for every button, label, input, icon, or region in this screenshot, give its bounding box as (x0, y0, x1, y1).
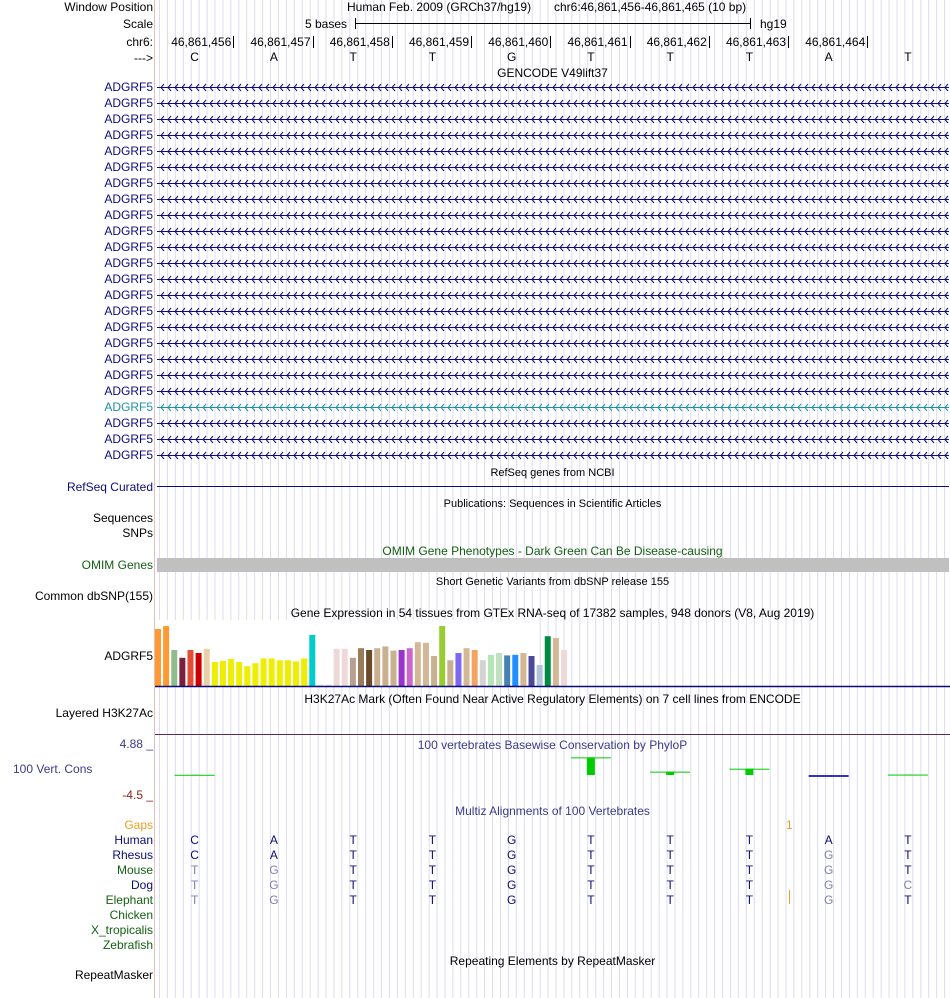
phylop-score-bar[interactable] (666, 772, 674, 775)
gencode-transcript-line[interactable] (157, 83, 949, 92)
gtex-tissue-bar[interactable] (374, 648, 380, 686)
scale-label: Scale (122, 17, 153, 31)
coordinate-tick: 46,861,458 (329, 35, 390, 49)
aligned-base: T (587, 878, 595, 892)
gencode-transcript-line[interactable] (157, 259, 949, 268)
gencode-transcript-label[interactable]: ADGRF5 (104, 224, 153, 238)
aligned-base: G (823, 863, 834, 877)
gtex-tissue-bar[interactable] (163, 626, 169, 686)
dbsnp-track-title[interactable]: Short Genetic Variants from dbSNP release 155 (435, 576, 670, 588)
aligned-base: G (506, 878, 517, 892)
scale-bar-left-tick (355, 18, 356, 29)
coordinate-tick-mark (709, 36, 710, 48)
aligned-base: G (269, 863, 279, 877)
gtex-tissue-bar[interactable] (171, 650, 177, 686)
coordinate-tick-mark (313, 36, 314, 48)
reference-base: T (904, 50, 912, 64)
multiz-species-label[interactable]: Human (114, 833, 153, 847)
gtex-tissue-bar[interactable] (496, 653, 502, 686)
gencode-transcript-line[interactable] (157, 307, 949, 316)
gtex-tissue-bar[interactable] (423, 643, 429, 686)
coordinate-tick-mark (550, 36, 551, 48)
gencode-transcript-label[interactable]: ADGRF5 (104, 144, 153, 158)
gencode-transcript-line[interactable] (157, 99, 949, 108)
coordinate-tick-mark (788, 36, 789, 48)
coordinate-tick-mark (392, 36, 393, 48)
gencode-transcript-label[interactable]: ADGRF5 (104, 448, 153, 462)
omim-track-title[interactable]: OMIM Gene Phenotypes - Dark Green Can Be Disease-causing (382, 544, 723, 558)
gencode-transcript-label[interactable]: ADGRF5 (104, 192, 153, 206)
gencode-transcript-label[interactable]: ADGRF5 (104, 272, 153, 286)
gtex-tissue-bar[interactable] (553, 638, 559, 686)
gencode-transcript-label[interactable]: ADGRF5 (104, 160, 153, 174)
coordinate-tick: 46,861,457 (250, 35, 311, 49)
gtex-tissue-bar[interactable] (350, 658, 356, 686)
aligned-base: T (904, 833, 912, 847)
aligned-base: T (349, 833, 357, 847)
aligned-base: T (745, 833, 754, 847)
gtex-tissue-bar[interactable] (382, 646, 388, 686)
h3k27ac-track-title[interactable]: H3K27Ac Mark (Often Found Near Active Regulatory Elements) on 7 cell lines from ENCODE (304, 692, 801, 706)
coordinate-tick: 46,861,463 (725, 35, 786, 49)
aligned-base: T (666, 893, 674, 907)
gtex-tissue-bar[interactable] (196, 653, 202, 686)
gencode-transcript-label[interactable]: ADGRF5 (104, 96, 153, 110)
aligned-base: T (428, 893, 437, 907)
aligned-base: T (745, 878, 754, 892)
gencode-transcript-line[interactable] (157, 371, 949, 380)
reference-base: T (428, 50, 437, 64)
gencode-transcript-line[interactable] (157, 323, 949, 332)
gtex-tissue-bar[interactable] (455, 653, 461, 686)
phylop-score-bar[interactable] (745, 769, 753, 775)
gtex-tissue-bar[interactable] (407, 648, 413, 686)
aligned-base: T (666, 878, 674, 892)
coordinate-tick: 46,861,459 (408, 35, 469, 49)
multiz-track-title[interactable]: Multiz Alignments of 100 Vertebrates (455, 804, 650, 818)
gtex-tissue-bar[interactable] (529, 656, 535, 686)
gtex-tissue-bar[interactable] (334, 649, 340, 686)
gencode-transcript-label[interactable]: ADGRF5 (104, 80, 153, 94)
coordinate-tick: 46,861,460 (488, 35, 549, 49)
gtex-tissue-bar[interactable] (342, 649, 348, 686)
gtex-tissue-bar[interactable] (293, 661, 299, 686)
gtex-tissue-bar[interactable] (537, 665, 543, 686)
gtex-tissue-bar[interactable] (390, 651, 396, 686)
aligned-base: T (587, 893, 595, 907)
reference-base: T (745, 50, 754, 64)
scale-bar (355, 23, 751, 24)
aligned-base: A (269, 848, 278, 862)
gencode-transcript-line[interactable] (157, 131, 949, 140)
position-range: chr6:46,861,456-46,861,465 (10 bp) (554, 0, 747, 14)
multiz-insertion-marker (789, 890, 790, 904)
gencode-transcript-line[interactable] (157, 435, 949, 444)
gtex-expression-chart[interactable] (155, 620, 950, 688)
refseq-gene-line[interactable] (157, 486, 949, 487)
reference-base: C (190, 50, 199, 64)
multiz-species-label[interactable]: Zebrafish (102, 938, 153, 952)
aligned-base: C (190, 848, 199, 862)
publications-track-title[interactable]: Publications: Sequences in Scientific Articles (443, 498, 662, 510)
gtex-tissue-bar[interactable] (212, 662, 218, 686)
multiz-species-label[interactable]: Elephant (105, 893, 153, 907)
gencode-transcript-line[interactable] (157, 275, 949, 284)
gtex-tissue-bar[interactable] (488, 655, 494, 686)
gencode-transcript-line[interactable] (157, 179, 949, 188)
gtex-tissue-bar[interactable] (447, 660, 453, 686)
publications-sequences-label[interactable]: Sequences (92, 511, 153, 525)
gencode-transcript-label[interactable]: ADGRF5 (104, 368, 153, 382)
gencode-transcript-label[interactable]: ADGRF5 (104, 384, 153, 398)
aligned-base: G (506, 848, 517, 862)
gtex-track-label[interactable]: ADGRF5 (104, 649, 153, 663)
reference-base: A (824, 50, 833, 64)
aligned-base: T (428, 833, 437, 847)
aligned-base: T (428, 863, 437, 877)
gtex-tissue-bar[interactable] (220, 661, 226, 686)
coordinate-tick-mark (233, 36, 234, 48)
aligned-base: G (269, 878, 279, 892)
gtex-tissue-bar[interactable] (301, 658, 307, 686)
gencode-transcript-line[interactable] (157, 451, 949, 460)
aligned-base: A (269, 833, 278, 847)
gtex-tissue-bar[interactable] (309, 635, 315, 686)
gencode-transcript-label[interactable]: ADGRF5 (104, 112, 153, 126)
aligned-base: G (506, 863, 517, 877)
aligned-base: T (349, 878, 357, 892)
gtex-tissue-bar[interactable] (472, 650, 478, 686)
aligned-base: G (823, 848, 834, 862)
gtex-tissue-bar[interactable] (204, 649, 210, 686)
scale-bar-text: 5 bases (305, 17, 348, 31)
refseq-track-title[interactable]: RefSeq genes from NCBI (490, 467, 615, 479)
omim-track-label[interactable]: OMIM Genes (81, 558, 153, 572)
gencode-transcript-label[interactable]: ADGRF5 (104, 208, 153, 222)
gtex-tissue-bar[interactable] (464, 648, 470, 686)
aligned-base: T (349, 848, 357, 862)
omim-gene-bar[interactable] (157, 558, 949, 572)
aligned-base: T (190, 863, 199, 877)
multiz-gaps-label: Gaps (124, 818, 153, 832)
gtex-tissue-bar[interactable] (244, 666, 250, 686)
phylop-track-title[interactable]: 100 vertebrates Basewise Conservation by PhyloP (417, 738, 688, 752)
gencode-transcript-label[interactable]: ADGRF5 (104, 400, 153, 414)
gtex-tissue-bar[interactable] (399, 650, 405, 686)
scale-bar-right-tick (750, 18, 751, 29)
strand-label: ---> (134, 51, 153, 65)
reference-base: A (269, 50, 278, 64)
aligned-base: T (904, 893, 912, 907)
gtex-tissue-bar[interactable] (545, 636, 551, 686)
aligned-base: T (666, 863, 674, 877)
aligned-base: T (349, 893, 357, 907)
gtex-tissue-bar[interactable] (252, 663, 258, 686)
coordinate-tick-mark (867, 36, 868, 48)
dbsnp-track-label[interactable]: Common dbSNP(155) (34, 589, 153, 603)
gtex-tissue-bar[interactable] (285, 660, 291, 686)
reference-base: T (349, 50, 357, 64)
gtex-tissue-bar[interactable] (228, 659, 234, 686)
aligned-base: T (349, 863, 357, 877)
reference-base: T (666, 50, 674, 64)
reference-base: G (506, 50, 517, 64)
gtex-tissue-bar[interactable] (561, 650, 567, 686)
gtex-tissue-bar[interactable] (269, 658, 275, 686)
gtex-tissue-bar[interactable] (179, 658, 185, 686)
aligned-base: T (745, 848, 754, 862)
multiz-species-label[interactable]: X_tropicalis (90, 923, 153, 937)
db-name: hg19 (760, 17, 787, 31)
aligned-base: T (745, 893, 754, 907)
gencode-transcript-line[interactable] (157, 227, 949, 236)
gtex-tissue-bar[interactable] (277, 660, 283, 686)
phylop-ymin-label: -4.5 _ (122, 788, 153, 802)
gtex-tissue-bar[interactable] (520, 653, 526, 686)
chrom-label: chr6: (126, 35, 153, 49)
gtex-tissue-bar[interactable] (358, 648, 364, 686)
gencode-transcript-line[interactable] (157, 339, 949, 348)
phylop-score-bar[interactable] (809, 775, 849, 777)
aligned-base: T (904, 848, 912, 862)
aligned-base: G (269, 893, 279, 907)
gencode-transcript-label[interactable]: ADGRF5 (104, 256, 153, 270)
gtex-tissue-bar[interactable] (415, 642, 421, 686)
gtex-tissue-bar[interactable] (480, 660, 486, 686)
aligned-base: T (190, 878, 199, 892)
gencode-transcript-line[interactable] (157, 163, 949, 172)
gtex-tissue-bar[interactable] (155, 629, 161, 686)
aligned-base: G (823, 893, 834, 907)
coordinate-tick: 46,861,462 (646, 35, 707, 49)
reference-base: T (587, 50, 595, 64)
coordinate-tick: 46,861,456 (171, 35, 232, 49)
gtex-tissue-bar[interactable] (236, 662, 242, 686)
gencode-transcript-label[interactable]: ADGRF5 (104, 320, 153, 334)
window-position-label: Window Position (64, 0, 153, 14)
repeatmasker-track-label[interactable]: RepeatMasker (74, 968, 153, 982)
h3k27ac-baseline (155, 734, 950, 735)
gencode-transcript-line[interactable] (157, 195, 949, 204)
gencode-transcript-label[interactable]: ADGRF5 (104, 432, 153, 446)
gencode-transcript-line[interactable] (157, 403, 949, 412)
gencode-transcript-line[interactable] (157, 291, 949, 300)
gencode-transcript-line[interactable] (157, 147, 949, 156)
aligned-base: T (666, 848, 674, 862)
phylop-ymax-label: 4.88 _ (119, 737, 153, 751)
gencode-transcript-line[interactable] (157, 387, 949, 396)
aligned-base: T (587, 848, 595, 862)
phylop-track-label[interactable]: 100 Vert. Cons (13, 762, 93, 776)
aligned-base: G (506, 833, 517, 847)
gencode-transcript-line[interactable] (157, 211, 949, 220)
phylop-conservation-plot[interactable] (155, 755, 950, 785)
coordinate-tick-mark (471, 36, 472, 48)
aligned-base: T (428, 848, 437, 862)
gtex-tissue-bar[interactable] (439, 626, 445, 686)
aligned-base: T (587, 833, 595, 847)
multiz-species-label[interactable]: Rhesus (112, 848, 153, 862)
gencode-transcript-line[interactable] (157, 355, 949, 364)
gtex-tissue-bar[interactable] (187, 650, 193, 686)
multiz-species-label[interactable]: Dog (130, 878, 153, 892)
gtex-tissue-bar[interactable] (431, 656, 437, 686)
gtex-tissue-bar[interactable] (366, 650, 372, 686)
aligned-base: T (428, 878, 437, 892)
gencode-transcript-line[interactable] (157, 115, 949, 124)
repeatmasker-track-title[interactable]: Repeating Elements by RepeatMasker (449, 954, 656, 968)
aligned-base: T (587, 863, 595, 877)
gtex-tissue-bar[interactable] (512, 655, 518, 686)
aligned-base: G (506, 893, 517, 907)
coordinate-tick-mark (630, 36, 631, 48)
aligned-base: T (904, 863, 912, 877)
gtex-track-title[interactable]: Gene Expression in 54 tissues from GTEx RNA-seq of 17382 samples, 948 donors (V8, Aug 2019) (290, 606, 815, 620)
gencode-transcript-label[interactable]: ADGRF5 (104, 352, 153, 366)
gencode-transcript-line[interactable] (157, 243, 949, 252)
coordinate-tick: 46,861,461 (567, 35, 628, 49)
gencode-transcript-label[interactable]: ADGRF5 (104, 336, 153, 350)
gencode-transcript-line[interactable] (157, 419, 949, 428)
multiz-gap-count: 1 (786, 818, 793, 832)
refseq-track-label[interactable]: RefSeq Curated (66, 480, 153, 494)
gencode-transcript-label[interactable]: ADGRF5 (104, 176, 153, 190)
aligned-base: A (824, 833, 833, 847)
gtex-tissue-bar[interactable] (261, 658, 267, 686)
gencode-transcript-label[interactable]: ADGRF5 (104, 416, 153, 430)
aligned-base: C (903, 878, 913, 892)
publications-snps-label[interactable]: SNPs (122, 526, 153, 540)
phylop-score-bar[interactable] (587, 757, 595, 775)
assembly-name: Human Feb. 2009 (GRCh37/hg19) (347, 0, 532, 14)
aligned-base: T (666, 833, 674, 847)
multiz-species-label[interactable]: Chicken (109, 908, 153, 922)
aligned-base: T (745, 863, 754, 877)
aligned-base: T (190, 893, 199, 907)
multiz-species-label[interactable]: Mouse (116, 863, 153, 877)
gencode-transcript-label[interactable]: ADGRF5 (104, 304, 153, 318)
gtex-tissue-bar[interactable] (504, 655, 510, 686)
aligned-base: C (190, 833, 199, 847)
gencode-transcript-label[interactable]: ADGRF5 (104, 288, 153, 302)
gencode-transcript-label[interactable]: ADGRF5 (104, 240, 153, 254)
coordinate-tick: 46,861,464 (805, 35, 866, 49)
aligned-base: G (823, 878, 834, 892)
h3k27ac-track-label[interactable]: Layered H3K27Ac (55, 706, 153, 720)
gencode-transcript-label[interactable]: ADGRF5 (104, 128, 153, 142)
gencode-track-title[interactable]: GENCODE V49lift37 (497, 66, 608, 80)
